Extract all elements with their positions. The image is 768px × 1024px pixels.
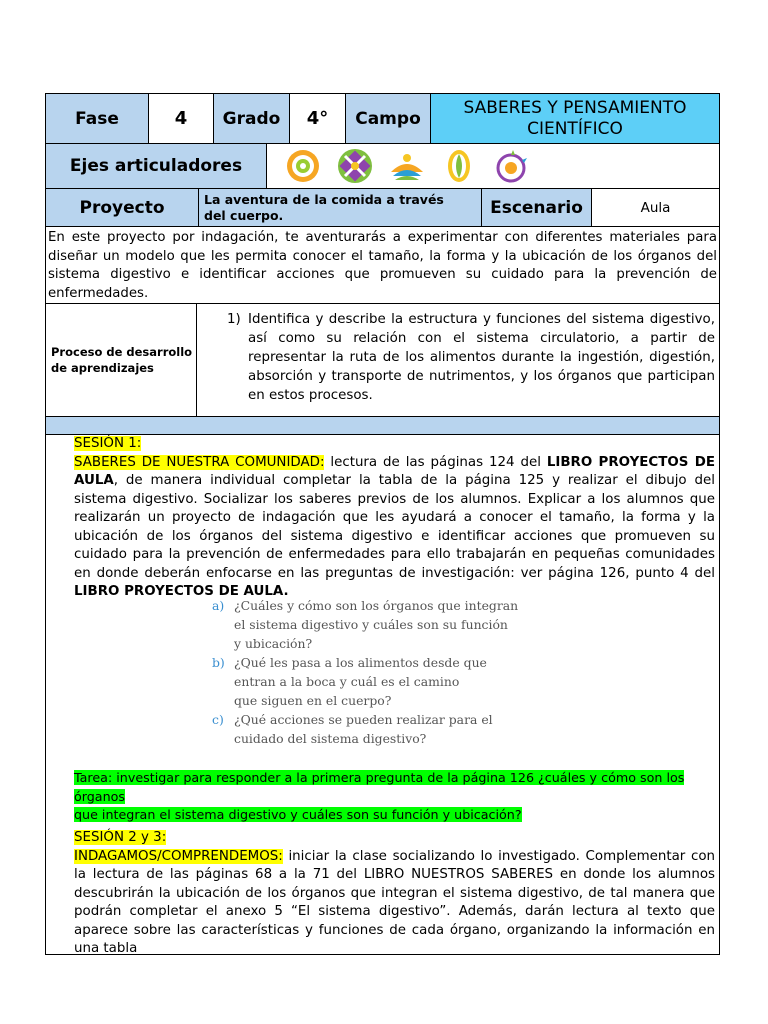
grado-label: Grado bbox=[222, 108, 281, 129]
question-a bbox=[212, 596, 518, 653]
tarea-block bbox=[74, 769, 715, 825]
proyecto-label-cell bbox=[46, 189, 199, 226]
sesion2-text: iniciar la clase socializando lo investigado. Complementar con la lectura de las páginas 68 a la 71 del LIBRO NUESTROS SABERES en donde los alumnos descubrirán la ubicación de los órganos que integran el sistema digestivo, de tal manera que podrán completar el anexo 5 “El sistema digestivo”. Además, darán lectura al texto que aparece sobre las características y funciones de cada órgano, organizando la información en una tabla bbox=[74, 848, 715, 955]
sesion1-block bbox=[74, 435, 715, 602]
sesion2-title: SESIÓN 2 y 3: bbox=[74, 830, 167, 845]
proyecto-title-line2: del cuerpo. bbox=[204, 207, 284, 223]
question-a-line3: y ubicación? bbox=[234, 636, 313, 651]
ejes-label: Ejes articuladores bbox=[69, 156, 243, 176]
campo-value-cell bbox=[431, 94, 719, 143]
sesion2-block bbox=[74, 829, 715, 955]
proceso-row bbox=[46, 304, 719, 417]
proceso-content-cell bbox=[197, 304, 719, 416]
sesion1-heading: SABERES DE NUESTRA COMUNIDAD: bbox=[74, 454, 325, 470]
campo-value-line2: CIENTÍFICO bbox=[527, 118, 623, 139]
question-a-line1: ¿Cuáles y cómo son los órganos que integran bbox=[234, 598, 519, 613]
sesion1-title: SESIÓN 1: bbox=[74, 436, 142, 451]
grado-value: 4° bbox=[306, 108, 329, 129]
question-a-letter: a) bbox=[212, 598, 225, 613]
intro-text: En este proyecto por indagación, te aventurarás a experimentar con diferentes materiales para diseñar un modelo que les permita conocer el tamaño, la forma y la ubicación de los órganos del sistema digestivo e identificar acciones que promueven su cuidado para la prevención de enfermedades. bbox=[48, 230, 717, 301]
question-b-line3: que siguen en el cuerpo? bbox=[234, 693, 392, 708]
question-a-line2: el sistema digestivo y cuáles son su función bbox=[234, 617, 508, 632]
question-c-line1: ¿Qué acciones se pueden realizar para el bbox=[234, 712, 493, 727]
question-b bbox=[212, 653, 518, 710]
intro-row bbox=[46, 227, 719, 304]
grado-value-cell bbox=[290, 94, 346, 143]
proceso-item-number: 1) bbox=[227, 312, 241, 327]
header-row bbox=[46, 94, 719, 144]
ejes-icons-cell bbox=[267, 144, 719, 188]
escenario-value-cell bbox=[592, 189, 719, 226]
proyecto-title-line1: La aventura de la comida a través bbox=[204, 191, 444, 207]
proceso-item-text: Identifica y describe la estructura y funciones del sistema digestivo, así como su relación con el sistema circulatorio, a partir de representar la ruta de los alimentos durante la ingestión, digestión, absorción y transporte de nutrimentos, y los órganos que participan en estos procesos. bbox=[248, 312, 715, 403]
interculturalidad-icon bbox=[335, 146, 375, 186]
proceso-label-line1: Proceso de desarrollo bbox=[51, 345, 193, 359]
question-b-line1: ¿Qué les pasa a los alimentos desde que bbox=[234, 655, 487, 670]
question-c-letter: c) bbox=[212, 712, 224, 727]
artes-icon bbox=[491, 146, 531, 186]
campo-label-cell bbox=[346, 94, 431, 143]
tarea-line2: que integran el sistema digestivo y cuáles son su función y ubicación? bbox=[74, 807, 522, 822]
planning-document bbox=[45, 93, 720, 955]
fase-value-cell bbox=[149, 94, 214, 143]
escenario-label: Escenario bbox=[490, 197, 583, 218]
pensamiento-critico-icon bbox=[387, 146, 427, 186]
ejes-row bbox=[46, 144, 719, 189]
sesion2-heading: INDAGAMOS/COMPRENDEMOS: bbox=[74, 848, 283, 864]
sesion1-book2: LIBRO PROYECTOS DE AULA. bbox=[74, 584, 289, 599]
separator-row bbox=[46, 417, 719, 435]
tarea-line1: Tarea: investigar para responder a la primera pregunta de la página 126 ¿cuáles y cómo son los órganos bbox=[74, 770, 685, 804]
escenario-label-cell bbox=[482, 189, 592, 226]
escenario-value: Aula bbox=[640, 199, 671, 216]
fase-label-cell bbox=[46, 94, 149, 143]
proyecto-row bbox=[46, 189, 719, 227]
campo-value-line1: SABERES Y PENSAMIENTO bbox=[463, 97, 687, 118]
question-c bbox=[212, 710, 518, 748]
sesion1-text-a: lectura de las páginas 124 del bbox=[324, 454, 547, 470]
question-c-line2: cuidado del sistema digestivo? bbox=[234, 731, 427, 746]
fase-label: Fase bbox=[75, 108, 119, 129]
vida-saludable-icon bbox=[439, 146, 479, 186]
questions-block bbox=[212, 596, 518, 748]
grado-label-cell bbox=[214, 94, 290, 143]
campo-label: Campo bbox=[355, 108, 421, 129]
proyecto-title-cell bbox=[199, 189, 482, 226]
ejes-label-cell bbox=[46, 144, 267, 188]
proyecto-label: Proyecto bbox=[79, 197, 165, 218]
proceso-label-cell bbox=[46, 304, 197, 416]
proceso-label-line2: de aprendizajes bbox=[51, 361, 154, 375]
question-b-line2: entran a la boca y cuál es el camino bbox=[234, 674, 460, 689]
inclusion-icon bbox=[283, 146, 323, 186]
sesion1-book1: LIBRO PROYECTOS DE AULA bbox=[74, 454, 715, 488]
question-b-letter: b) bbox=[212, 655, 225, 670]
fase-value: 4 bbox=[174, 108, 188, 129]
sesion1-text-b: , de manera individual completar la tabla de la página 125 y realizar el dibujo del sistema digestivo. Socializar los saberes previos de los alumnos. Explicar a los alumnos que realizarán un proyecto de indagación que les ayudará a conocer el tamaño, la forma y la ubicación de los órganos del sistema digestivo e identificar acciones que promueven su cuidado para la prevención de enfermedades para ello trabajarán en pequeñas comunidades en donde deberán enfocarse en las preguntas de investigación: ver página 126, punto 4 del bbox=[74, 473, 715, 581]
